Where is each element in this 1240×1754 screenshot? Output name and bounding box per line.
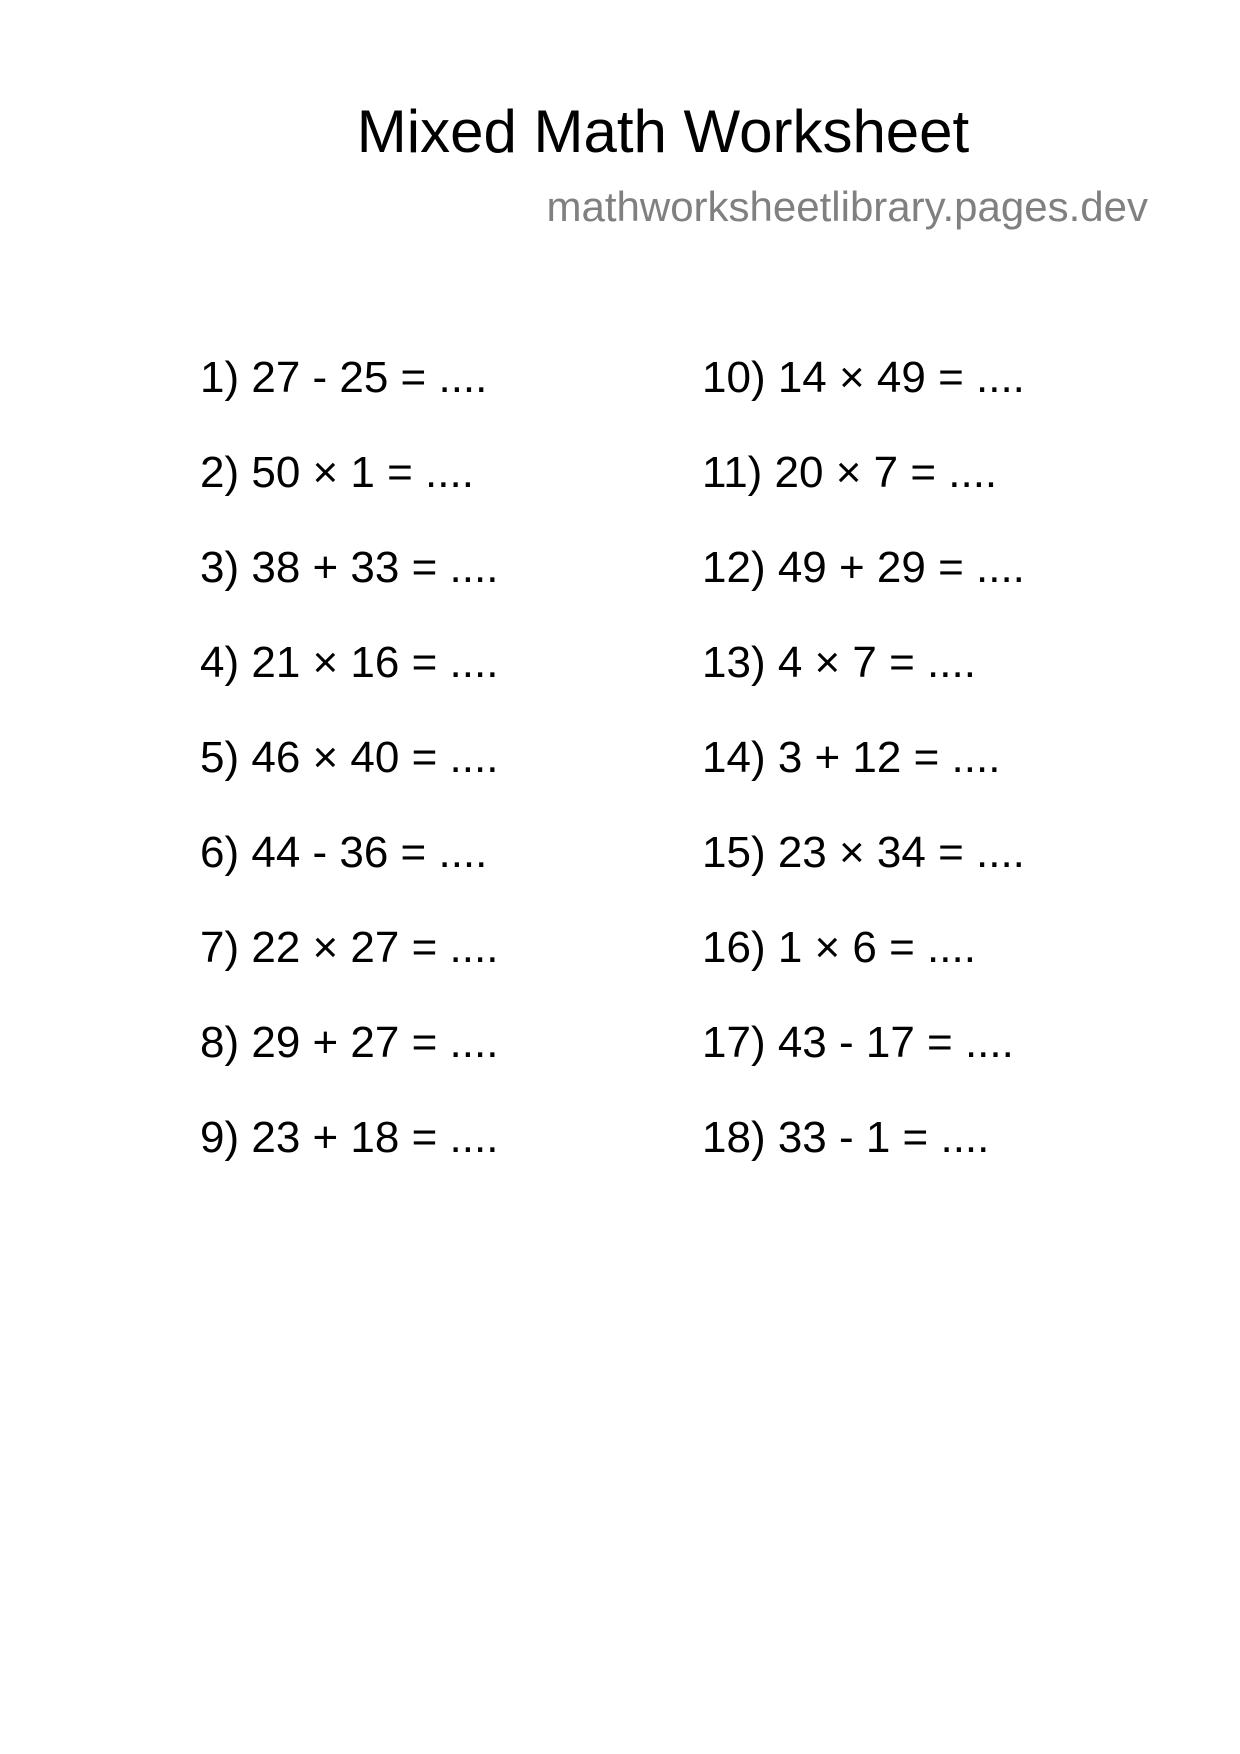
problem-item: 18) 33 - 1 = .... [702,1113,990,1162]
problem-item: 2) 50 × 1 = .... [200,448,474,497]
problem-item: 14) 3 + 12 = .... [702,733,1001,782]
problem-item: 8) 29 + 27 = .... [200,1018,499,1067]
problem-item: 10) 14 × 49 = .... [702,353,1025,402]
problem-item: 3) 38 + 33 = .... [200,543,499,592]
problem-item: 6) 44 - 36 = .... [200,828,488,877]
problem-item: 16) 1 × 6 = .... [702,923,976,972]
problem-item: 11) 20 × 7 = .... [702,448,998,497]
problem-item: 7) 22 × 27 = .... [200,923,499,972]
source-url: mathworksheetlibrary.pages.dev [546,183,1148,230]
problem-item: 1) 27 - 25 = .... [200,353,488,402]
worksheet-title: Mixed Math Worksheet [356,98,970,165]
problem-item: 12) 49 + 29 = .... [702,543,1025,592]
problem-item: 9) 23 + 18 = .... [200,1113,499,1162]
problem-item: 15) 23 × 34 = .... [702,828,1025,877]
problem-item: 17) 43 - 17 = .... [702,1018,1014,1067]
problem-item: 13) 4 × 7 = .... [702,638,976,687]
problem-item: 4) 21 × 16 = .... [200,638,499,687]
problem-item: 5) 46 × 40 = .... [200,733,499,782]
